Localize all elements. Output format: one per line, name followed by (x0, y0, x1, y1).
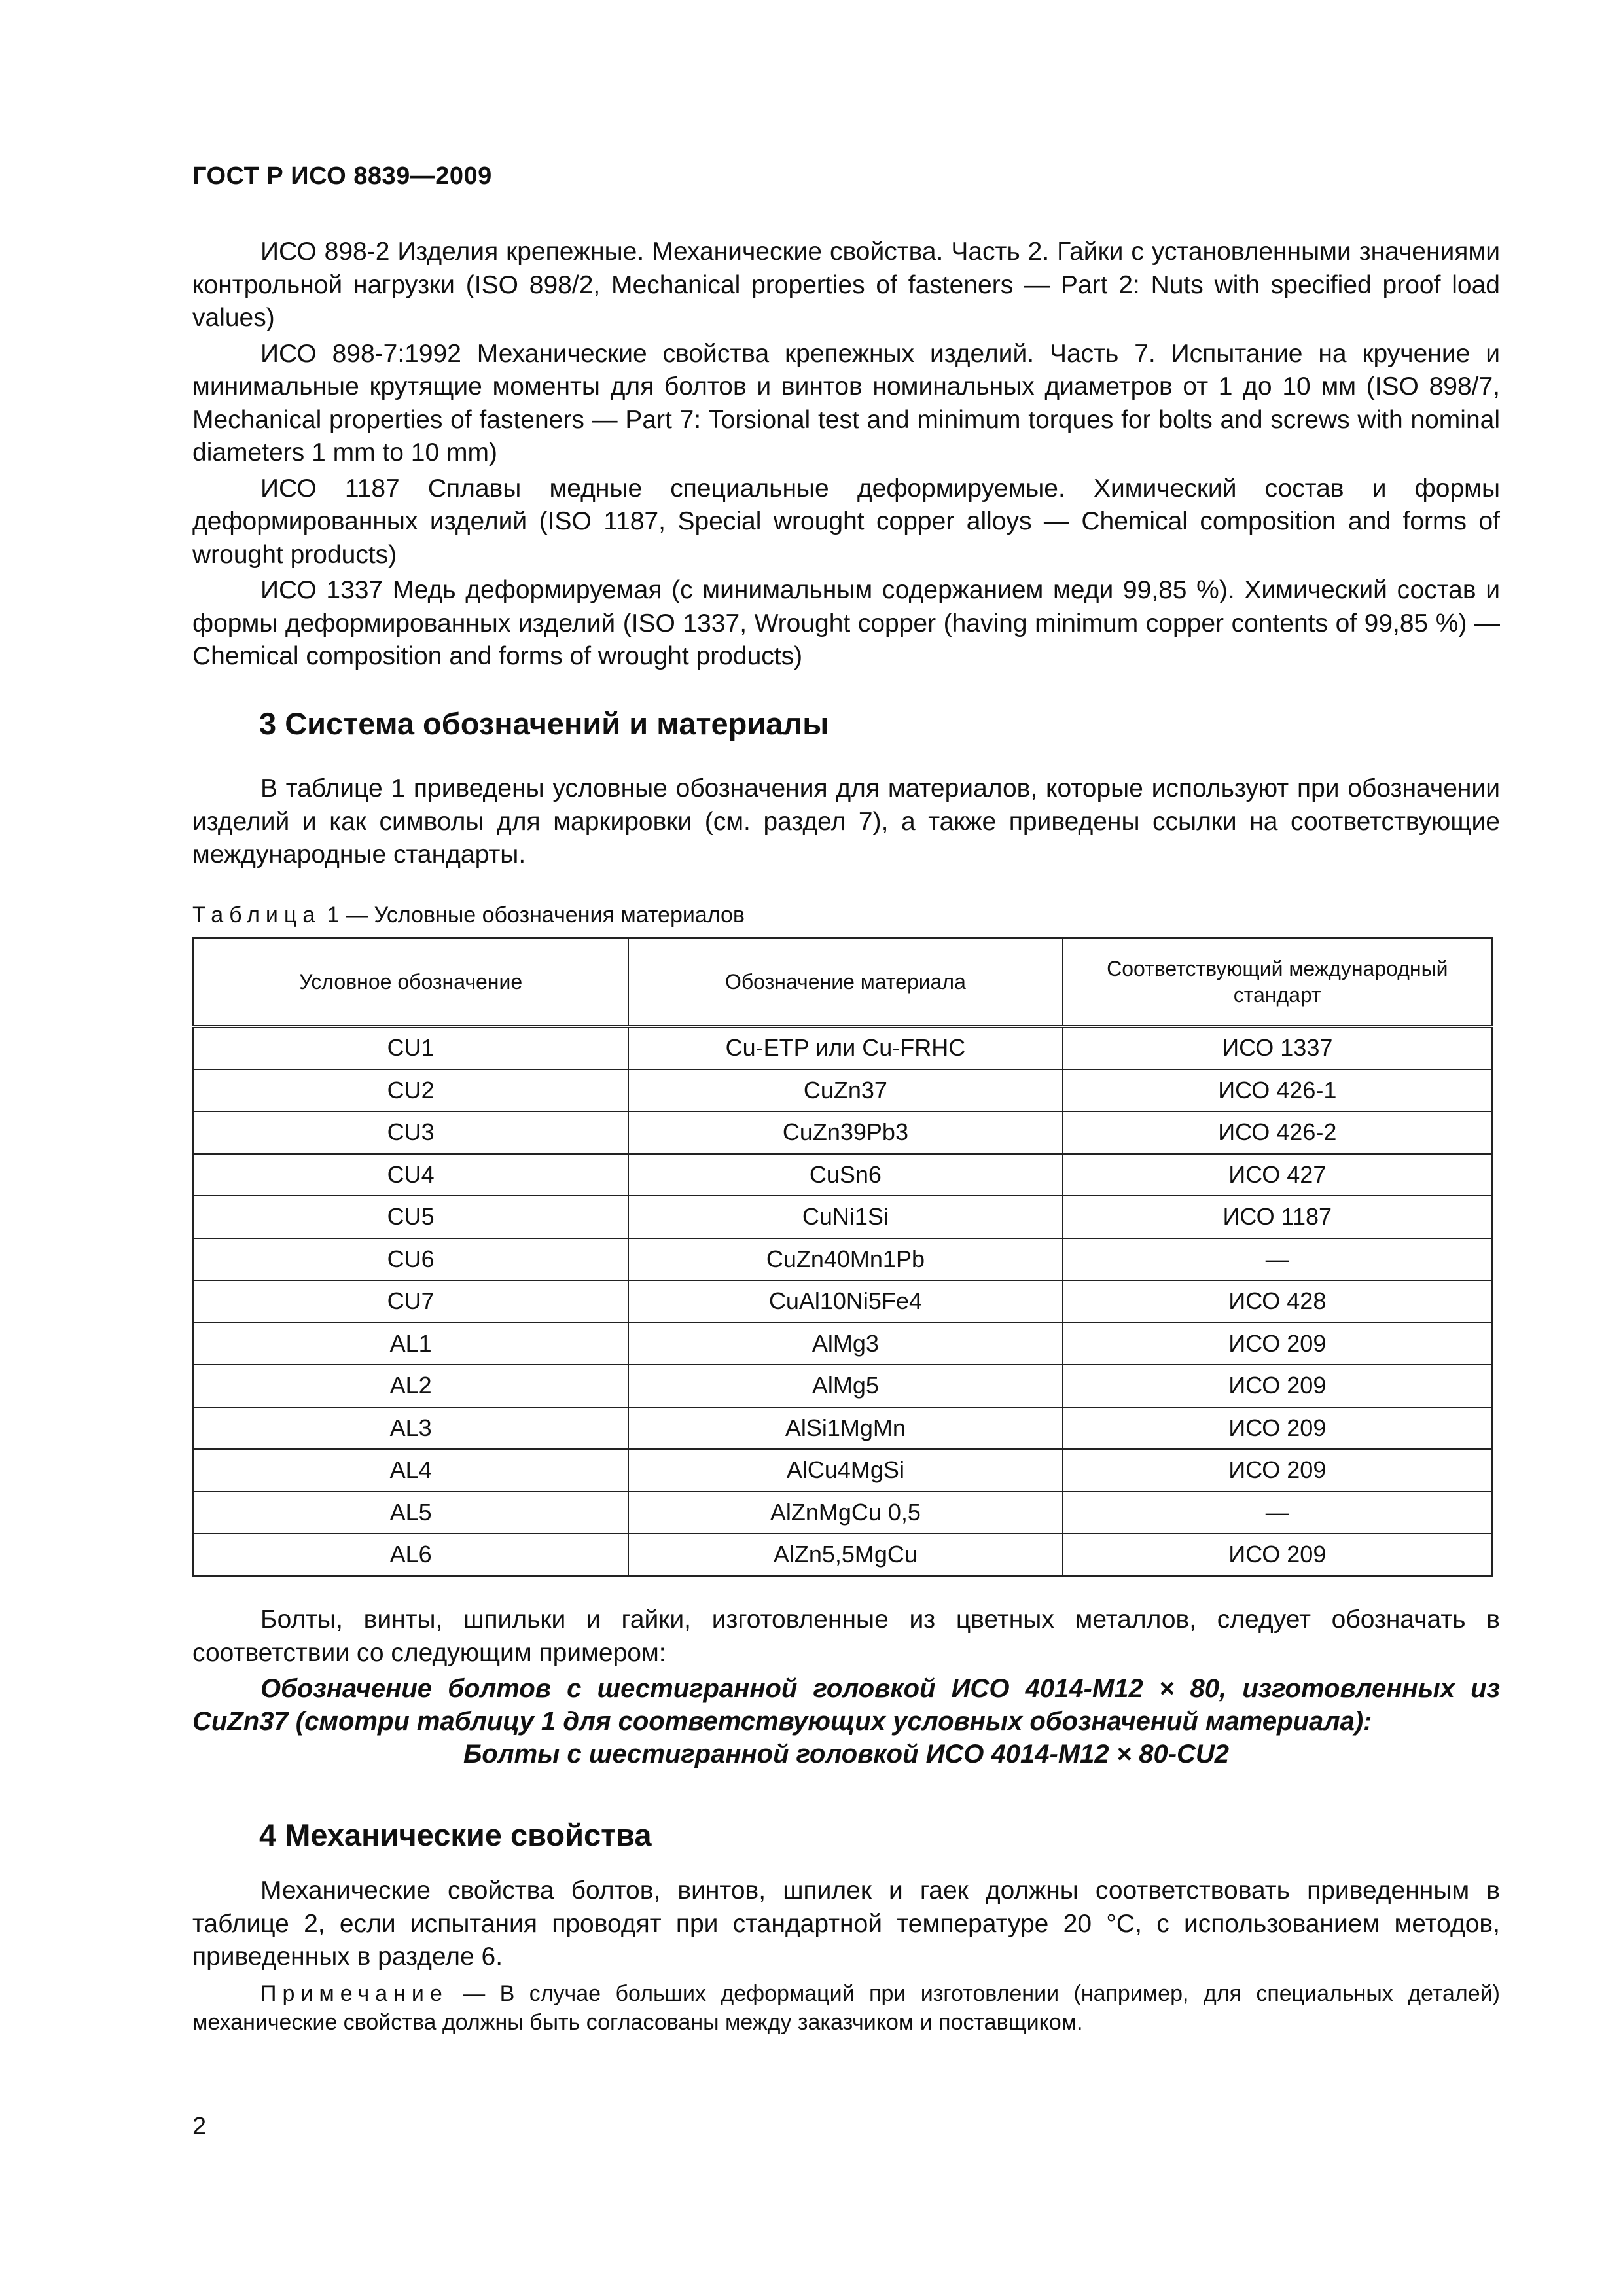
table-row (193, 1323, 1492, 1365)
cell-standard: ИСО 1337 (1063, 1026, 1492, 1069)
section-4-text: Механические свойства болтов, винтов, шпилек и гаек должны соответствовать приведенным в таблице 2, если испытания проводят при стандартной температуре 20 °С, с использованием методов, приведенных в разделе 6. (192, 1876, 1500, 1971)
table-row (193, 1026, 1492, 1069)
table-row (193, 1196, 1492, 1238)
cell-standard: ИСО 209 (1063, 1365, 1492, 1407)
table-caption (192, 903, 745, 928)
cell-material: CuNi1Si (628, 1196, 1062, 1238)
document-header: ГОСТ Р ИСО 8839—2009 (192, 162, 492, 190)
cell-standard: ИСО 209 (1063, 1449, 1492, 1492)
reference-item: ИСО 898-2 Изделия крепежные. Механические свойства. Часть 2. Гайки с установленными значениями контрольной нагрузки (ISO 898/2, Mechanical properties of fasteners — Part 2: Nuts with specified proof load values) (192, 238, 1500, 332)
cell-standard: — (1063, 1492, 1492, 1534)
cell-designation: AL1 (193, 1323, 628, 1365)
cell-designation: CU2 (193, 1069, 628, 1112)
section-3-intro (192, 772, 1500, 874)
materials-table (192, 937, 1493, 1577)
table-row (193, 1365, 1492, 1407)
cell-designation: AL3 (193, 1407, 628, 1450)
cell-standard: — (1063, 1238, 1492, 1281)
cell-standard: ИСО 426-2 (1063, 1111, 1492, 1154)
note-label: Примечание (260, 1981, 448, 2006)
reference-item: ИСО 1337 Медь деформируемая (с минимальным содержанием меди 99,85 %). Химический состав и формы деформированных изделий (ISO 1337, Wrought copper (having minimum copper contents of 99,85 %) — Chemical composition and forms of wrought products) (192, 576, 1500, 670)
cell-standard: ИСО 427 (1063, 1154, 1492, 1196)
section-3-title: 3 Система обозначений и материалы (259, 706, 829, 741)
cell-material: Cu-ETP или Cu-FRHC (628, 1026, 1062, 1069)
cell-designation: CU7 (193, 1280, 628, 1323)
section-3-intro-text: В таблице 1 приведены условные обозначения для материалов, которые используют при обозначении изделий и как символы для маркировки (см. раздел 7), а также приведены ссылки на соответствующие международные стандарты. (192, 774, 1500, 869)
cell-material: AlMg3 (628, 1323, 1062, 1365)
section-4-body (192, 1874, 1500, 2037)
cell-material: CuZn40Mn1Pb (628, 1238, 1062, 1281)
cell-standard: ИСО 209 (1063, 1534, 1492, 1576)
section-4-title: 4 Механические свойства (259, 1818, 652, 1852)
cell-designation: CU6 (193, 1238, 628, 1281)
cell-standard: ИСО 209 (1063, 1407, 1492, 1450)
table-row (193, 1449, 1492, 1492)
table-row (193, 1280, 1492, 1323)
reference-item: ИСО 898-7:1992 Механические свойства крепежных изделий. Часть 7. Испытание на кручение и минимальные крутящие моменты для болтов и винтов номинальных диаметров от 1 до 10 мм (ISO 898/7, Mechanical properties of fasteners — Part 7: Torsional test and minimum torques for bolts and screws with nominal diameters 1 mm to 10 mm) (192, 339, 1500, 467)
cell-standard: ИСО 209 (1063, 1323, 1492, 1365)
table-row (193, 1111, 1492, 1154)
cell-designation: AL4 (193, 1449, 628, 1492)
table-row (193, 1492, 1492, 1534)
cell-standard: ИСО 426-1 (1063, 1069, 1492, 1112)
column-header: Условное обозначение (193, 938, 628, 1026)
cell-material: AlMg5 (628, 1365, 1062, 1407)
table-row (193, 1534, 1492, 1576)
cell-material: AlZn5,5MgCu (628, 1534, 1062, 1576)
cell-designation: CU3 (193, 1111, 628, 1154)
references-list (192, 236, 1500, 676)
section-4-note (192, 1979, 1500, 2037)
reference-item: ИСО 1187 Сплавы медные специальные деформируемые. Химический состав и формы деформированных изделий (ISO 1187, Special wrought copper alloys — Chemical composition and forms of wrought products) (192, 474, 1500, 569)
designation-example-block (192, 1604, 1500, 1770)
table-caption-text: 1 — Условные обозначения материалов (321, 903, 745, 927)
table-row (193, 1407, 1492, 1450)
page-number: 2 (192, 2113, 207, 2140)
cell-designation: CU5 (193, 1196, 628, 1238)
table-row (193, 1238, 1492, 1281)
cell-designation: AL6 (193, 1534, 628, 1576)
column-header: Соответствующий международный стандарт (1063, 938, 1492, 1026)
designation-example-result: Болты с шестигранной головкой ИСО 4014-М12 × 80-CU2 (463, 1740, 1230, 1768)
column-header: Обозначение материала (628, 938, 1062, 1026)
cell-material: AlSi1MgMn (628, 1407, 1062, 1450)
cell-material: CuZn37 (628, 1069, 1062, 1112)
cell-standard: ИСО 428 (1063, 1280, 1492, 1323)
cell-material: CuSn6 (628, 1154, 1062, 1196)
note-text: — В случае больших деформаций при изготовлении (например, для специальных деталей) механические свойства должны быть согласованы между заказчиком и поставщиком. (192, 1981, 1500, 2035)
table-row (193, 1154, 1492, 1196)
designation-rule-text: Болты, винты, шпильки и гайки, изготовленные из цветных металлов, следует обозначать в соответствии со следующим примером: (192, 1605, 1500, 1667)
cell-material: CuZn39Pb3 (628, 1111, 1062, 1154)
cell-designation: CU1 (193, 1026, 628, 1069)
cell-designation: CU4 (193, 1154, 628, 1196)
designation-example: Обозначение болтов с шестигранной головкой ИСО 4014-М12 × 80, изготовленных из CuZn37 (смотри таблицу 1 для соответствующих условных обозначений материала): (192, 1674, 1500, 1736)
cell-material: AlZnMgCu 0,5 (628, 1492, 1062, 1534)
cell-standard: ИСО 1187 (1063, 1196, 1492, 1238)
cell-material: CuAl10Ni5Fe4 (628, 1280, 1062, 1323)
table-row (193, 1069, 1492, 1112)
cell-designation: AL2 (193, 1365, 628, 1407)
cell-designation: AL5 (193, 1492, 628, 1534)
table-caption-label: Таблица (192, 903, 321, 927)
table-header-row (193, 938, 1492, 1026)
cell-material: AlCu4MgSi (628, 1449, 1062, 1492)
